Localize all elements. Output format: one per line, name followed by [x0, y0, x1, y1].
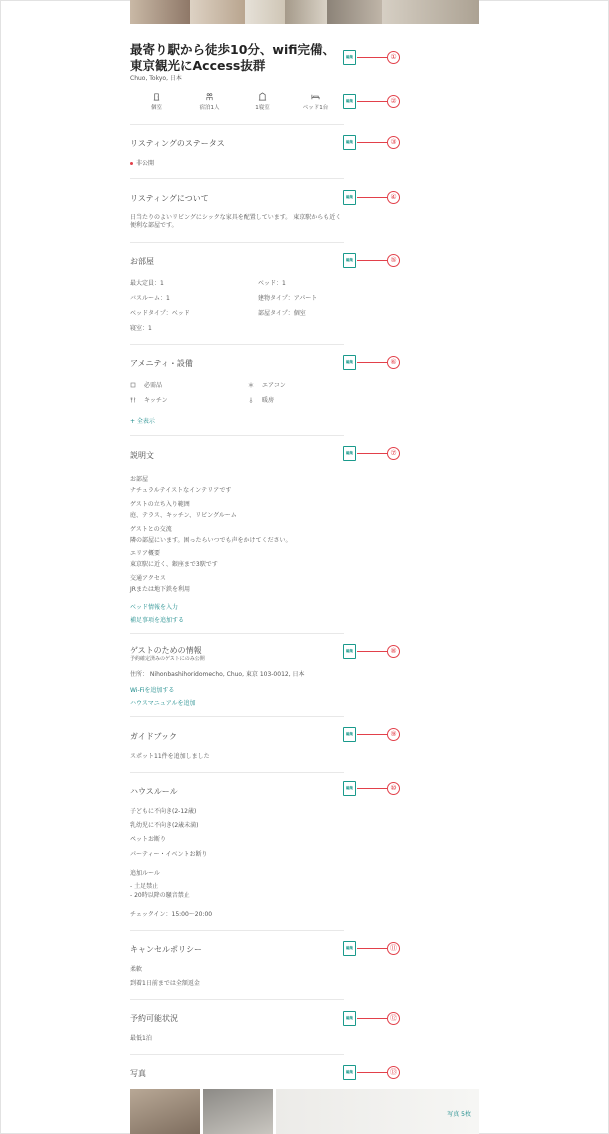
callout-marker-12: ⑫ [387, 1012, 400, 1025]
section-title-status: リスティングのステータス [130, 139, 225, 148]
section-title-description: 説明文 [130, 451, 154, 460]
extra-rule: - 20時以降の騒音禁止 [130, 892, 190, 899]
room-detail: 部屋タイプ：個室 [258, 310, 306, 317]
leader-line [357, 788, 387, 789]
leader-line [357, 453, 387, 454]
desc-body: JRまたは地下鉄を利用 [130, 586, 190, 593]
status-value: 非公開 [130, 160, 154, 168]
section-divider [130, 242, 344, 243]
leader-line [357, 197, 387, 198]
desc-body: 隣の部屋にいます。困ったらいつでも声をかけてください。 [130, 537, 292, 544]
callout-marker-5: ⑤ [387, 254, 400, 267]
section-divider [130, 435, 344, 436]
section-title-availability: 予約可能状況 [130, 1014, 178, 1023]
room-detail: バスルーム：1 [130, 295, 170, 302]
extra-rule: - 土足禁止 [130, 883, 159, 890]
section-title-house-rules: ハウスルール [130, 787, 178, 796]
leader-line [357, 101, 387, 102]
guidebook-text: スポット11件を追加しました [130, 753, 210, 760]
guest-info-subtitle: 予約確定済みのゲストにのみ公開 [130, 656, 205, 662]
edit-button-house-rules[interactable]: 編集 [343, 781, 356, 796]
edit-button-photos[interactable]: 編集 [343, 1065, 356, 1080]
cancellation-detail: 到着1日前までは全額返金 [130, 980, 200, 987]
photo-thumbnail[interactable] [276, 1089, 479, 1134]
callout-marker-8: ⑧ [387, 645, 400, 658]
add-notes-link[interactable]: 補足事項を追加する [130, 617, 185, 624]
desc-body: ナチュラルテイストなインテリアです [130, 487, 232, 494]
extra-rules-heading: 追加ルール [130, 870, 160, 877]
leader-line [357, 362, 387, 363]
checkin-time: チェックイン：15:00〜20:00 [130, 911, 213, 918]
listing-location: Chuo, Tokyo, 日本 [130, 75, 182, 82]
leader-line [357, 651, 387, 652]
desc-heading: お部屋 [130, 476, 149, 483]
photo-thumbnail[interactable] [130, 1089, 200, 1134]
section-title-photos: 写真 [130, 1069, 146, 1078]
house-rule: 子どもに不向き(2-12歳) [130, 808, 197, 815]
toiletries-icon [130, 382, 136, 388]
edit-button-title[interactable]: 編集 [343, 50, 356, 65]
section-title-cancellation: キャンセルポリシー [130, 945, 202, 954]
section-divider [130, 930, 344, 931]
amenities-list [130, 380, 360, 404]
callout-marker-11: ⑪ [387, 942, 400, 955]
leader-line [357, 260, 387, 261]
add-bed-info-link[interactable]: ベッド情報を入力 [130, 604, 179, 611]
house-rule: 乳幼児に不向き(2歳未満) [130, 822, 199, 829]
section-divider [130, 178, 344, 179]
amenity-item: 必需品 [130, 380, 248, 389]
callout-marker-7: ⑦ [387, 447, 400, 460]
edit-button-status[interactable]: 編集 [343, 135, 356, 150]
callout-marker-4: ④ [387, 191, 400, 204]
edit-button-guest-info[interactable]: 編集 [343, 644, 356, 659]
photo-thumbnail[interactable] [203, 1089, 273, 1134]
amenity-item: キッチン [130, 395, 248, 404]
desc-body: 東京駅に近く、銀座まで3駅です [130, 561, 218, 568]
section-divider [130, 344, 344, 345]
section-title-about: リスティングについて [130, 194, 209, 203]
section-divider [130, 124, 344, 125]
room-detail: 寝室：1 [130, 325, 152, 332]
callout-marker-10: ⑩ [387, 782, 400, 795]
leader-line [357, 948, 387, 949]
add-wifi-link[interactable]: Wi-Fiを追加する [130, 687, 175, 694]
leader-line [357, 1018, 387, 1019]
section-divider [130, 772, 344, 773]
edit-button-description[interactable]: 編集 [343, 446, 356, 461]
stat-guests: 宿泊1人 [183, 92, 236, 116]
section-title-amenities: アメニティ・設備 [130, 359, 193, 368]
section-title-guidebook: ガイドブック [130, 732, 177, 741]
listing-stats [130, 92, 342, 116]
edit-button-about[interactable]: 編集 [343, 190, 356, 205]
section-divider [130, 633, 344, 634]
callout-marker-13: ⑬ [387, 1066, 400, 1079]
room-detail: ベッド：1 [258, 280, 286, 287]
desc-heading: 交通アクセス [130, 575, 166, 582]
amenity-item: 暖房 [248, 395, 348, 404]
room-detail: 最大定員：1 [130, 280, 164, 287]
leader-line [357, 142, 387, 143]
stat-room-type: 個室 [130, 92, 183, 116]
cancellation-type: 柔軟 [130, 966, 143, 973]
show-all-amenities-link[interactable]: + 全表示 [130, 418, 155, 425]
room-details [130, 278, 360, 332]
stat-bedrooms: 1寝室 [236, 92, 289, 116]
section-divider [130, 999, 344, 1000]
edit-button-stats[interactable]: 編集 [343, 94, 356, 109]
leader-line [357, 57, 387, 58]
room-icon [258, 92, 267, 101]
section-title-room: お部屋 [130, 257, 154, 266]
add-house-manual-link[interactable]: ハウスマニュアルを追加 [130, 700, 196, 707]
guest-address: 住所： Nihonbashihoridomecho, Chuo, 東京 103-0012, 日本 [130, 671, 305, 678]
leader-line [357, 1072, 387, 1073]
status-dot [130, 162, 133, 165]
edit-button-room[interactable]: 編集 [343, 253, 356, 268]
house-rule: ペットお断り [130, 836, 167, 843]
stat-beds: ベッド1台 [289, 92, 342, 116]
edit-button-guidebook[interactable]: 編集 [343, 727, 356, 742]
availability-text: 最低1泊 [130, 1035, 152, 1042]
edit-button-cancellation[interactable]: 編集 [343, 941, 356, 956]
photo-gallery[interactable] [130, 1089, 479, 1134]
heating-icon [248, 397, 254, 403]
snowflake-icon [248, 382, 254, 388]
callout-marker-6: ⑥ [387, 356, 400, 369]
leader-line [357, 734, 387, 735]
desc-heading: エリア概要 [130, 550, 161, 557]
listing-title: 最寄り駅から徒歩10分、wifi完備、東京観光にAccess抜群 [130, 42, 335, 73]
door-icon [152, 92, 161, 101]
room-detail: 建物タイプ：アパート [258, 295, 318, 302]
amenity-item: エアコン [248, 380, 348, 389]
room-detail: ベッドタイプ：ベッド [130, 310, 190, 317]
hero-photo-strip [130, 0, 479, 24]
section-title-guest-info: ゲストのための情報 [130, 646, 202, 655]
section-divider [130, 716, 344, 717]
desc-heading: ゲストとの交流 [130, 526, 172, 533]
edit-button-availability[interactable]: 編集 [343, 1011, 356, 1026]
bed-icon [311, 92, 320, 101]
guests-icon [205, 92, 214, 101]
house-rule: パーティー・イベントお断り [130, 851, 208, 858]
edit-button-amenities[interactable]: 編集 [343, 355, 356, 370]
desc-heading: ゲストの立ち入り範囲 [130, 501, 190, 508]
callout-marker-1: ① [387, 51, 400, 64]
kitchen-icon [130, 397, 136, 403]
section-divider [130, 1054, 344, 1055]
about-text: 日当たりのよいリビングにシックな家具を配置しています。 東京駅からも近く便利な部屋です。 [130, 214, 342, 229]
callout-marker-3: ③ [387, 136, 400, 149]
callout-marker-9: ⑨ [387, 728, 400, 741]
photo-count[interactable]: 写真 5枚 [447, 1111, 471, 1118]
desc-body: 庭、テラス、キッチン、リビングルーム [130, 512, 237, 519]
callout-marker-2: ② [387, 95, 400, 108]
